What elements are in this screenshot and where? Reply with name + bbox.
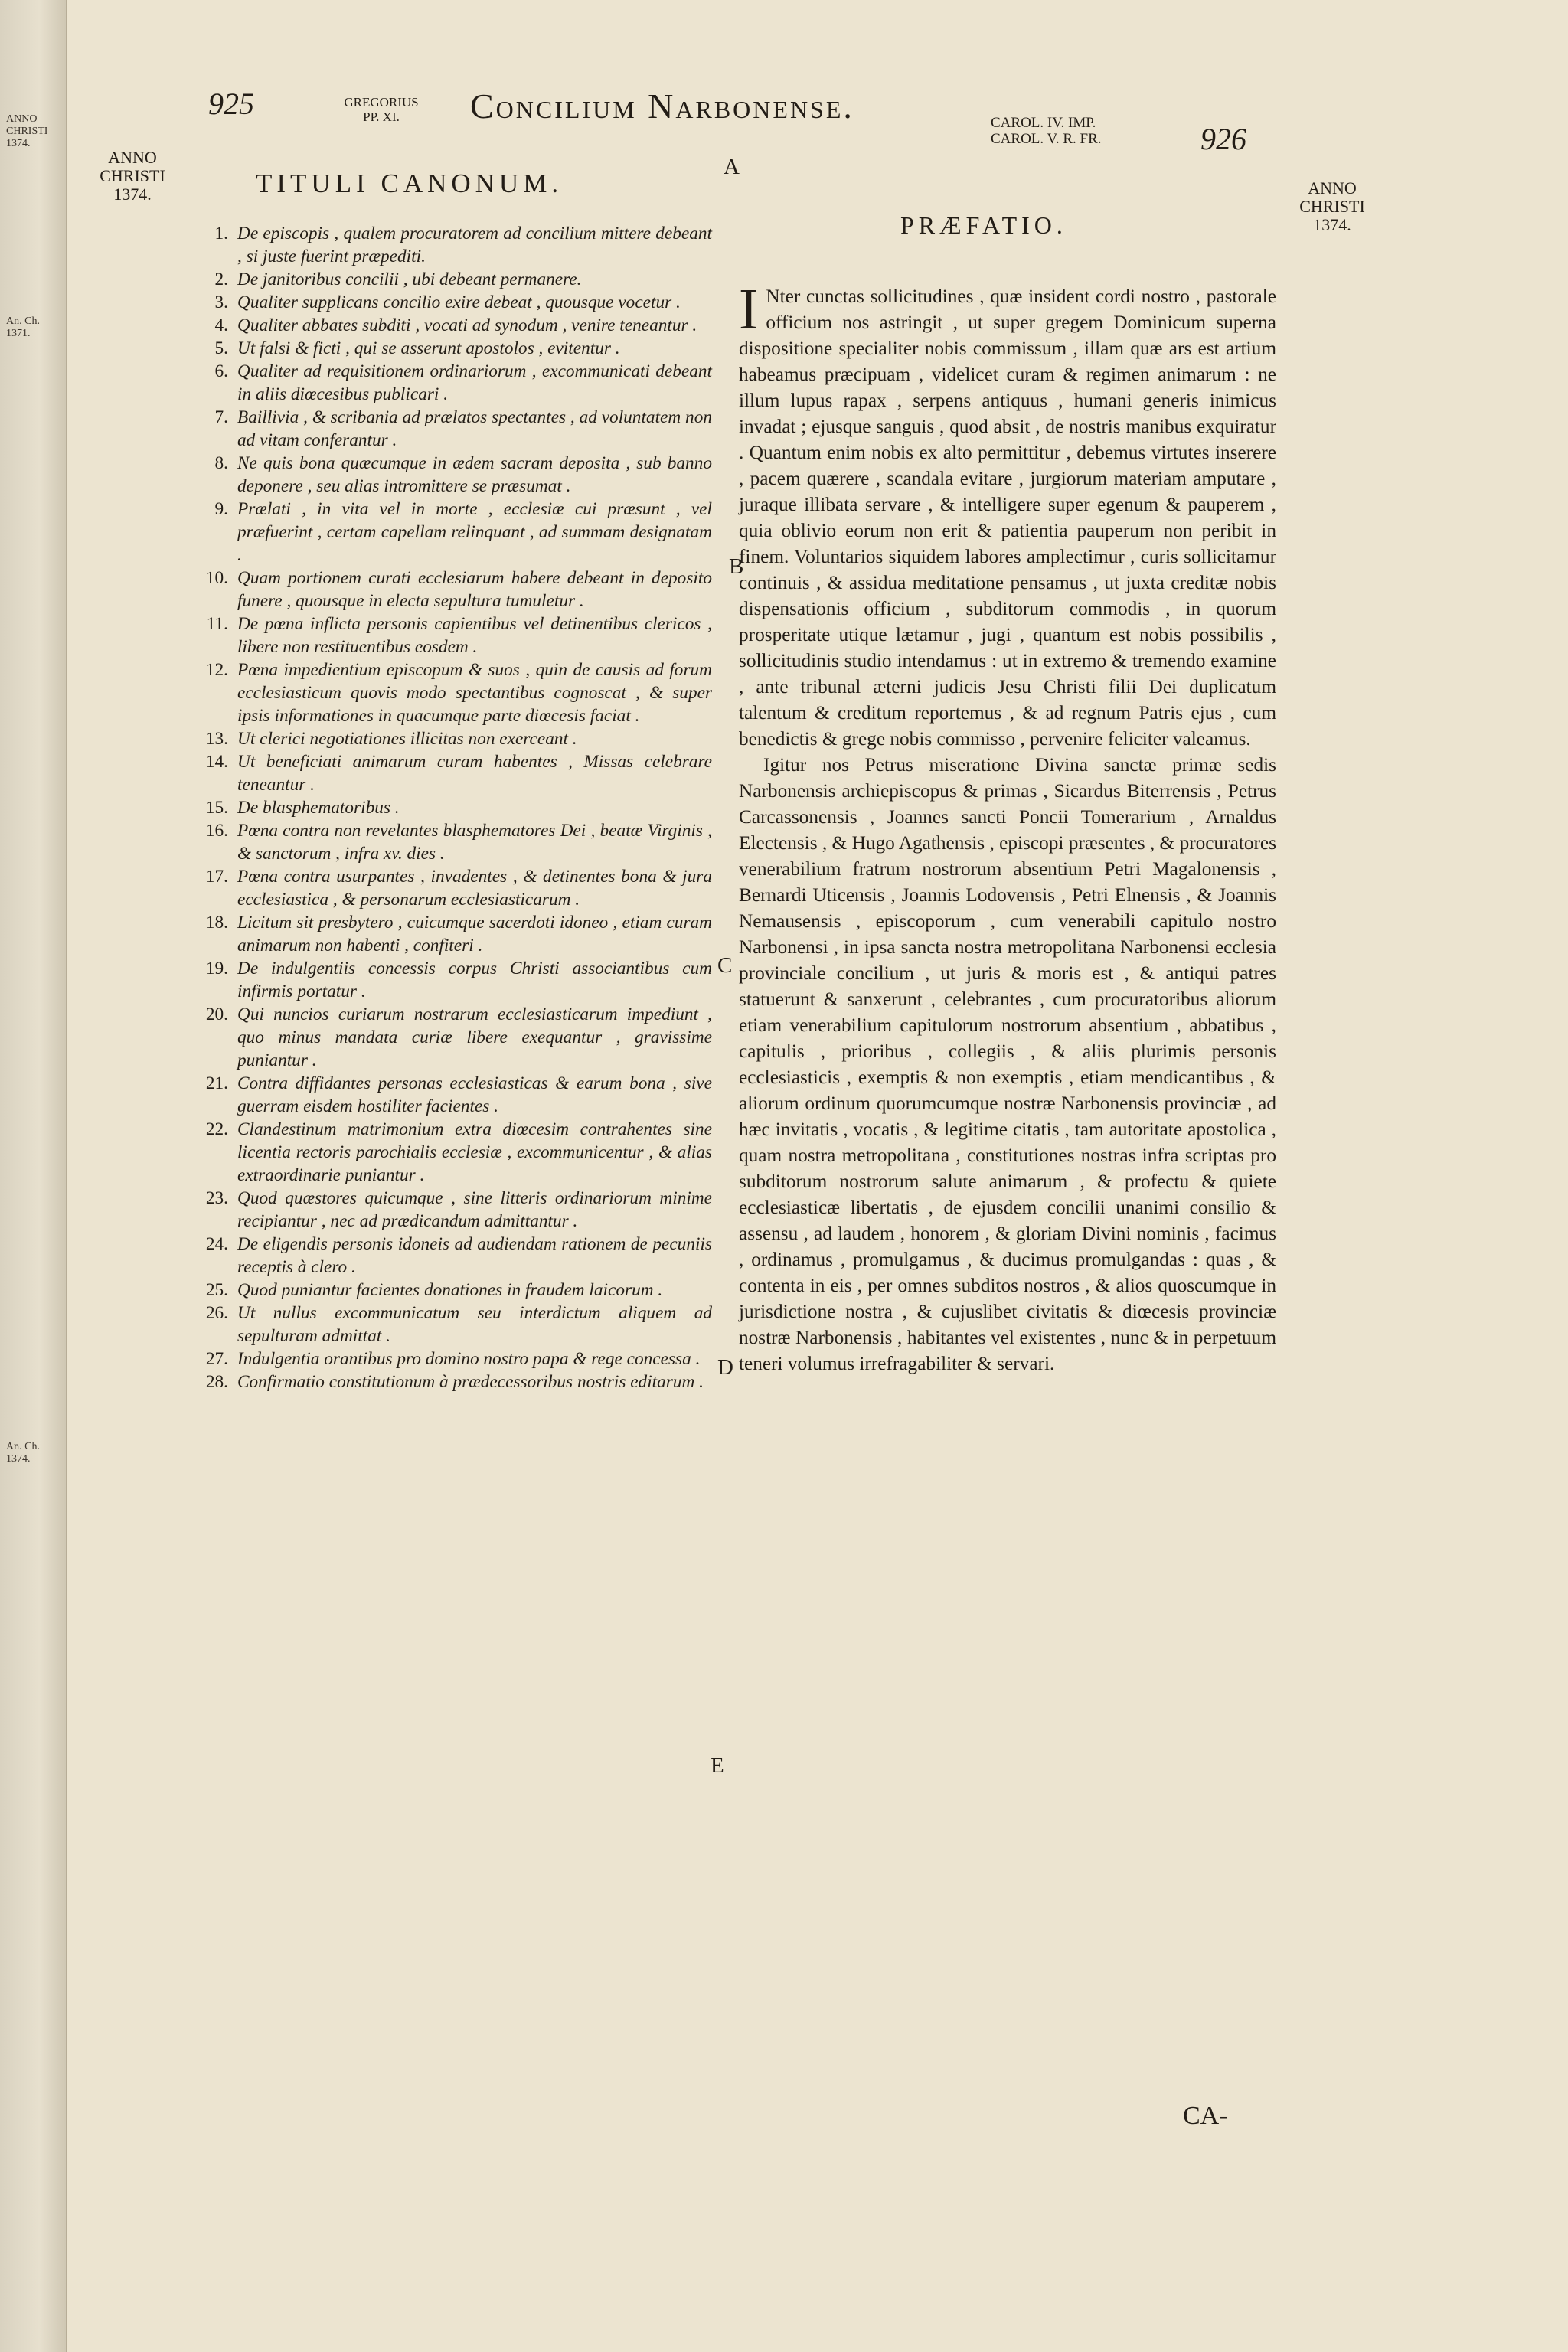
margin-year-right: ANNO CHRISTI 1374. <box>1299 178 1365 234</box>
canon-item <box>191 911 712 957</box>
canon-text: De indulgentiis concessis corpus Christi associantibus cum infirmis portatur . <box>237 959 712 1001</box>
canon-text: Quod puniantur facientes donationes in fraudem laicorum . <box>237 1280 663 1300</box>
canons-title: TITULI CANONUM. <box>256 168 564 198</box>
canons-list <box>191 222 712 1393</box>
canon-item <box>191 1003 712 1072</box>
canon-number: 16. <box>205 821 228 841</box>
canon-text: Ut beneficiati animarum curam habentes , Missas celebrare teneantur . <box>237 752 712 795</box>
canon-number: 20. <box>205 1004 228 1024</box>
canon-item <box>191 658 712 727</box>
canon-item <box>191 612 712 658</box>
canon-item <box>191 727 712 750</box>
canon-item <box>191 1302 712 1348</box>
canon-number: 21. <box>205 1073 228 1093</box>
canon-text: Contra diffidantes personas ecclesiasticas & earum bona , sive guerram eisdem hostiliter facientes . <box>237 1073 712 1116</box>
canon-number: 19. <box>205 959 228 978</box>
canon-number: 10. <box>205 568 228 588</box>
canon-item <box>191 1233 712 1279</box>
canon-number: 26. <box>205 1303 228 1323</box>
canon-text: De janitoribus concilii , ubi debeant permanere. <box>237 270 582 289</box>
canon-item <box>191 1370 712 1393</box>
canon-item <box>191 360 712 406</box>
canon-item <box>191 957 712 1003</box>
canon-number: 24. <box>205 1234 228 1254</box>
reign-note: CAROL. IV. IMP. CAROL. V. R. FR. <box>991 115 1102 147</box>
canon-item <box>191 1187 712 1233</box>
canon-item <box>191 268 712 291</box>
canon-text: Qualiter ad requisitionem ordinariorum , excommunicati debeant in aliis diœcesibus publicari . <box>237 361 712 404</box>
canon-text: Prælati , in vita vel in morte , ecclesiæ cui præsunt , vel præfuerint , certam capellam relinquant , ad summam designatam . <box>237 499 712 565</box>
canon-number: 7. <box>214 407 228 427</box>
canon-item <box>191 1118 712 1187</box>
canon-text: Ut clerici negotiationes illicitas non exerceant . <box>237 729 577 749</box>
canon-item <box>191 222 712 268</box>
preface-text <box>739 277 1276 1377</box>
canon-item <box>191 567 712 612</box>
section-letter-a: A <box>724 155 740 179</box>
canon-text: Licitum sit presbytero , cuicumque sacerdoti idoneo , etiam curam animarum non habenti , confiteri . <box>237 913 712 956</box>
section-letter-d: D <box>717 1355 733 1380</box>
canon-number: 9. <box>214 499 228 519</box>
canon-text: Clandestinum matrimonium extra diœcesim contrahentes sine licentia rectoris parochialis ecclesiæ , excommunicentur , & alias extraordinarie puniantur . <box>237 1119 712 1185</box>
section-letter-e: E <box>710 1753 724 1778</box>
canon-item <box>191 1072 712 1118</box>
folio-right: 926 <box>1200 122 1246 156</box>
canon-text: De eligendis personis idoneis ad audiendam rationem de pecuniis receptis à clero . <box>237 1234 712 1277</box>
catchword: CA- <box>1183 2102 1228 2130</box>
canon-text: Pœna impedientium episcopum & suos , quin de causis ad forum ecclesiasticum quovis modo spectantibus cognoscat , & super ipsis informationes in quacumque parte diœcesis faciat . <box>237 660 712 726</box>
canon-text: Ut nullus excommunicatum seu interdictum aliquem ad sepulturam admittat . <box>237 1303 712 1346</box>
running-title: Concilium Narbonense. <box>470 87 854 126</box>
canon-item <box>191 796 712 819</box>
canon-item <box>191 1348 712 1370</box>
canon-number: 1. <box>214 224 228 243</box>
canon-item <box>191 314 712 337</box>
preface-title: PRÆFATIO. <box>900 211 1067 239</box>
canon-number: 8. <box>214 453 228 473</box>
preface-paragraph-2: Igitur nos Petrus miseratione Divina sanctæ primæ sedis Narbonensis archiepiscopus & primas , Sicardus Biterrensis , Petrus Carcassonensis , Joannes sancti Poncii Tomerarium , Arnaldus Electensis , & Hugo Agathensis , episcopi præsentes , & procuratores venerabilium fratrum nostrorum absentium Petri Magalonensis , Bernardi Uticensis , Joannis Lodovensis , Petri Elnensis , & Joannis Nemausensis , episcoporum , cum venerabili capitulo nostro Narbonensi , in ipsa sancta nostra metropolitana Narbonensi ecclesia provinciale concilium , ut juris & moris est , & antiqui patres statuerunt & sanxerunt , celebrantes , cum procuratoribus aliorum etiam venerabilium capitulorum nostrorum absentium , abbatibus , capitulis , prioribus , collegiis , & aliis plurimis personis ecclesiasticis , exemptis & non exemptis , etiam mendicantibus , & aliorum ordinum quorumcumque nostræ Narbonensis provinciæ , ad hæc invitatis , vocatis , & legitime citatis , tam autoritate apostolica , quam nostra metropolitana , constitutiones nostras infra scriptas pro subditorum nostrorum salute animarum , & profectu & quiete ecclesiasticæ libertatis , de ejusdem concilii unanimi consilio & assensu , ad laudem , honorem , & gloriam Divini nominis , facimus , ordinamus , promulgamus , & ducimus promulgandas : quas , & contenta in eis , per omnes subditos nostros , & alios quoscumque in jurisdictione nostra , & cujuslibet civitatis & diœcesis provinciæ nostræ Narbonensis , habitantes vel existentes , nunc & in perpetuum teneri volumus irrefragabiliter & servari. <box>739 754 1276 1374</box>
canon-item <box>191 865 712 911</box>
canon-text: De episcopis , qualem procuratorem ad concilium mittere debeant , si juste fuerint præpediti. <box>237 224 712 266</box>
canon-number: 28. <box>205 1372 228 1392</box>
canon-number: 3. <box>214 292 228 312</box>
canon-text: Quod quæstores quicumque , sine litteris ordinariorum minime recipiantur , nec ad prædicandum admittantur . <box>237 1188 712 1231</box>
gutter-year-note: ANNO CHRISTI 1374. <box>6 113 48 149</box>
canon-number: 12. <box>205 660 228 680</box>
canon-text: Pœna contra non revelantes blasphematores Dei , beatæ Virginis , & sanctorum , infra xv. dies . <box>237 821 712 864</box>
section-letter-b: B <box>729 554 744 579</box>
initial-letter: I <box>739 277 759 341</box>
canon-item <box>191 452 712 498</box>
section-letter-c: C <box>717 953 733 978</box>
canon-item <box>191 1279 712 1302</box>
gutter-note-1: An. Ch. 1371. <box>6 315 40 339</box>
canon-item <box>191 291 712 314</box>
canon-item <box>191 498 712 567</box>
canon-number: 17. <box>205 867 228 887</box>
canon-number: 2. <box>214 270 228 289</box>
canon-number: 6. <box>214 361 228 381</box>
folio-left: 925 <box>208 87 254 121</box>
canon-number: 22. <box>205 1119 228 1139</box>
canon-text: Ne quis bona quæcumque in ædem sacram deposita , sub banno deponere , seu alias intromittere se præsumat . <box>237 453 712 496</box>
canon-text: Qualiter supplicans concilio exire debeat , quousque vocetur . <box>237 292 681 312</box>
canon-item <box>191 819 712 865</box>
canon-number: 23. <box>205 1188 228 1208</box>
margin-year-left: ANNO CHRISTI 1374. <box>100 148 165 204</box>
canon-text: De blasphematoribus . <box>237 798 400 818</box>
gutter-note-2: An. Ch. 1374. <box>6 1441 40 1465</box>
canon-number: 14. <box>205 752 228 772</box>
canon-text: Pœna contra usurpantes , invadentes , & detinentes bona & jura ecclesiastica , & personarum ecclesiasticarum . <box>237 867 712 910</box>
canon-text: Qui nuncios curiarum nostrarum ecclesiasticarum impediunt , quo minus mandata curiæ libere exequantur , gravissime puniantur . <box>237 1004 712 1070</box>
preface-paragraph-1: I Nter cunctas sollicitudines , quæ insident cordi nostro , pastorale officium nos astringit , ut super gregem Dominicum superna dispositione specialiter nobis commissum , illam quæ ars est artium habeamus præcipuam , videlicet curam & regimen animarum : ne illum lupus rapax , serpens antiquus , humani generis inimicus invadat ; ejusque sanguis , quod absit , de nostris manibus exquiratur . Quantum enim nobis ex alto permittitur , debemus virtutes inserere , pacem quærere , scandala evitare , jurgiorum materiam amputare , juraque illibata servare , & intelligere super egenum & pauperem , quia oblivio eorum non erit & patientia pauperum non peribit in finem. Voluntarios siquidem labores amplectimur , curis sollicitamur continuis , & assidua meditatione pensamus , ut juxta creditæ nobis dispensationis officium , subditorum commodis , in quorum prosperitate utique lætamur , jugi , quantum est nobis possibilis , sollicitudinis studio intendamus : ut in extremo & tremendo examine , ante tribunal æterni judicis Jesu Christi filii Dei duplicatum talentum & creditum reportemus , & ad regnum Patris ejus , cum benedictis & grege nobis commisso , pervenire feliciter valeamus. <box>739 277 1276 750</box>
canon-text: Baillivia , & scribania ad prælatos spectantes , ad voluntatem non ad vitam conferantur . <box>237 407 712 450</box>
canon-text: De pœna inflicta personis capientibus vel detinentibus clericos , libere non restituentibus eosdem . <box>237 614 712 657</box>
binding-gutter <box>0 0 67 2352</box>
canon-number: 5. <box>214 338 228 358</box>
canon-item <box>191 750 712 796</box>
canon-text: Ut falsi & ficti , qui se asserunt apostolos , evitentur . <box>237 338 620 358</box>
canon-number: 13. <box>205 729 228 749</box>
canon-item <box>191 337 712 360</box>
canon-number: 18. <box>205 913 228 933</box>
canon-text: Qualiter abbates subditi , vocati ad synodum , venire teneantur . <box>237 315 697 335</box>
canon-text: Indulgentia orantibus pro domino nostro papa & rege concessa . <box>237 1349 701 1369</box>
canon-text: Confirmatio constitutionum à prædecessoribus nostris editarum . <box>237 1372 704 1392</box>
canon-text: Quam portionem curati ecclesiarum habere debeant in deposito funere , quousque in electa sepultura tumuletur . <box>237 568 712 611</box>
pontificate-note: GREGORIUS PP. XI. <box>344 95 419 124</box>
canon-item <box>191 406 712 452</box>
canon-number: 27. <box>205 1349 228 1369</box>
canon-number: 15. <box>205 798 228 818</box>
canon-number: 4. <box>214 315 228 335</box>
canon-number: 25. <box>205 1280 228 1300</box>
canon-number: 11. <box>206 614 228 634</box>
